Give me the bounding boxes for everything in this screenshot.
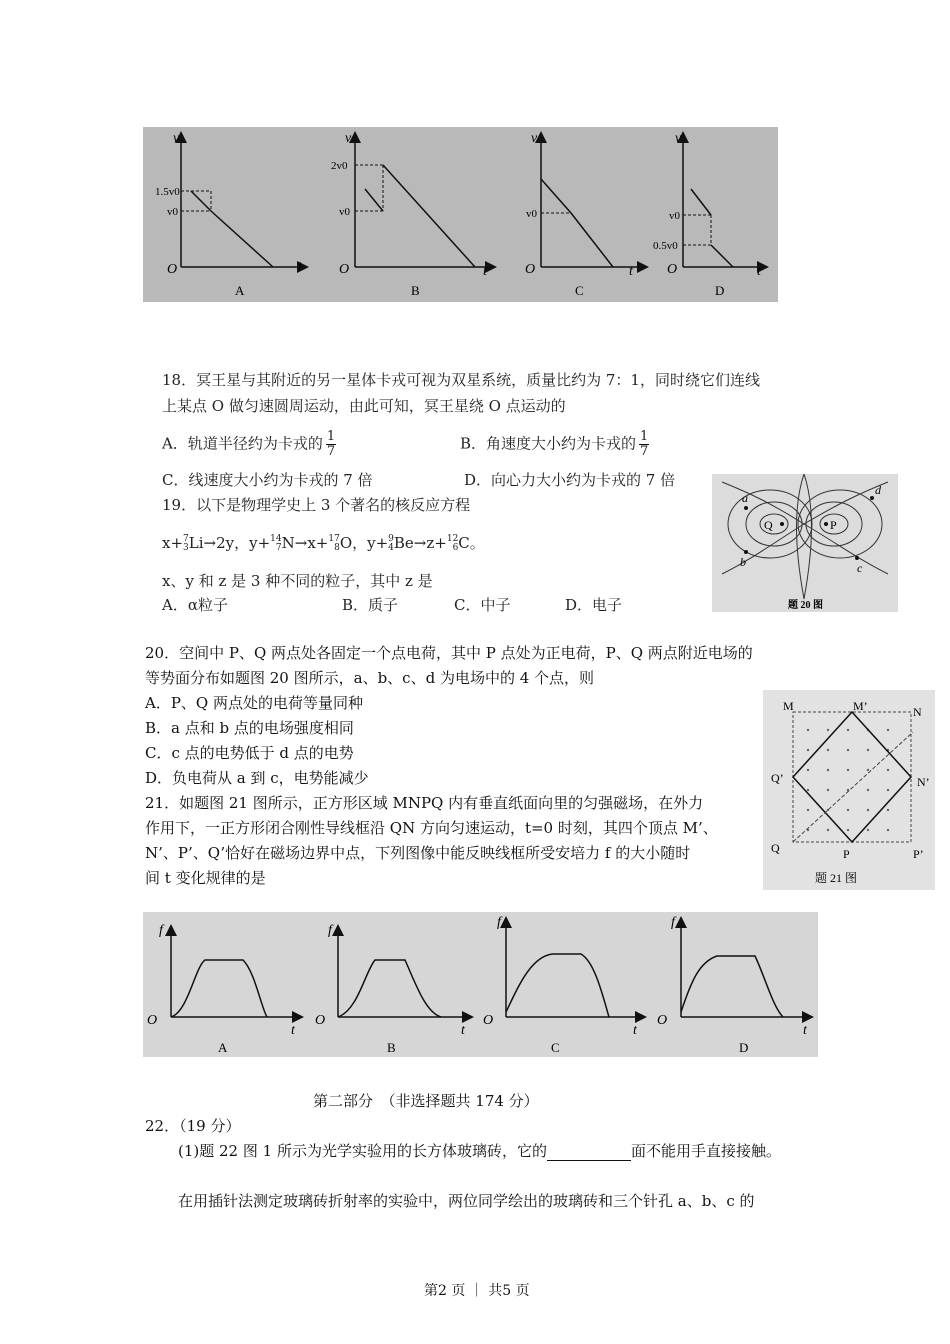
graph-bottom-b	[315, 923, 468, 1055]
svg-text:b: b	[740, 555, 746, 569]
q21-stem-2: 作用下，一正方形闭合刚性导线框沿 QN 方向匀速运动，t=0 时刻，其四个顶点 M’、	[145, 819, 718, 837]
svg-text:N: N	[913, 705, 922, 719]
figure-20-svg	[712, 474, 898, 612]
bottom-graphs-panel	[143, 912, 818, 1057]
svg-text:v0: v0	[669, 210, 680, 222]
q20-option-b: B．a 点和 b 点的电场强度相同	[145, 719, 354, 737]
svg-text:v0: v0	[167, 206, 178, 218]
svg-text:t: t	[803, 1023, 807, 1038]
svg-text:v0: v0	[526, 208, 537, 220]
q22-head: 22．（19 分）	[145, 1117, 241, 1135]
svg-text:v: v	[345, 131, 352, 146]
svg-text:t: t	[633, 1023, 637, 1038]
svg-text:Q’: Q’	[771, 771, 784, 785]
svg-text:f: f	[159, 923, 163, 938]
svg-text:D: D	[715, 283, 725, 298]
graph-c	[525, 131, 643, 298]
q20-stem-2: 等势面分布如题图 20 图所示，a、b、c、d 为电场中的 4 个点，则	[145, 669, 595, 687]
svg-text:B: B	[387, 1040, 396, 1055]
svg-text:a: a	[742, 491, 748, 505]
graph-d	[653, 131, 763, 298]
svg-text:O: O	[167, 262, 178, 277]
svg-text:f: f	[328, 923, 332, 938]
svg-text:O: O	[339, 262, 350, 277]
svg-text:M’: M’	[853, 699, 868, 713]
svg-text:P: P	[830, 518, 837, 532]
q22-part2: 在用插针法测定玻璃砖折射率的实验中，两位同学绘出的玻璃砖和三个针孔 a、b、c 的	[178, 1192, 755, 1210]
svg-text:M: M	[783, 699, 794, 713]
svg-text:Q: Q	[764, 518, 773, 532]
svg-text:O: O	[315, 1013, 326, 1028]
svg-text:A: A	[235, 283, 245, 298]
fraction-one-seventh: $\frac{1}{7}$	[326, 429, 336, 459]
svg-text:P’: P’	[913, 847, 924, 861]
svg-text:C: C	[551, 1040, 560, 1055]
svg-text:O: O	[657, 1013, 668, 1028]
part2-title: 第二部分 （非选择题共 174 分）	[313, 1092, 539, 1110]
q19-option-d: D．电子	[565, 596, 623, 614]
svg-text:v: v	[675, 131, 682, 146]
q18-option-d: D．向心力大小约为卡戎的 7 倍	[464, 471, 676, 489]
svg-text:C: C	[575, 283, 584, 298]
q18-stem-1: 18．冥王星与其附近的另一星体卡戎可视为双星系统，质量比约为 7：1，同时绕它们连线	[162, 371, 760, 389]
q19-option-a: A．α粒子	[162, 596, 228, 614]
graph-b	[331, 131, 491, 298]
q20-stem-1: 20．空间中 P、Q 两点处各固定一个点电荷，其中 P 点处为正电荷，P、Q 两点附近电场的	[145, 644, 753, 662]
top-graphs-svg	[143, 127, 778, 302]
svg-text:Q: Q	[771, 841, 780, 855]
q18-stem-2: 上某点 O 做匀速圆周运动，由此可知，冥王星绕 O 点运动的	[162, 397, 566, 415]
svg-text:O: O	[483, 1013, 494, 1028]
q19-option-c: C．中子	[454, 596, 511, 614]
svg-text:1.5v0: 1.5v0	[155, 186, 180, 198]
svg-text:t: t	[461, 1023, 465, 1038]
svg-text:v0: v0	[339, 206, 350, 218]
top-graphs-panel	[143, 127, 778, 302]
q21-stem-1: 21．如题图 21 图所示，正方形区域 MNPQ 内有垂直纸面向里的匀强磁场，在外力	[145, 794, 704, 812]
svg-text:题 21 图: 题 21 图	[815, 871, 858, 885]
q20-option-c: C．c 点的电势低于 d 点的电势	[145, 744, 354, 762]
svg-text:N’: N’	[917, 775, 930, 789]
q18-option-b: B．角速度大小约为卡戎的 $\frac{1}{7}$	[460, 429, 649, 459]
svg-text:O: O	[525, 262, 536, 277]
graph-bottom-d	[657, 915, 808, 1055]
fraction-one-seventh: $\frac{1}{7}$	[640, 429, 649, 459]
svg-text:题 20 图: 题 20 图	[788, 600, 823, 611]
bottom-graphs-svg	[143, 912, 818, 1057]
svg-text:t: t	[757, 264, 761, 279]
q20-option-a: A．P、Q 两点处的电荷等量同种	[145, 694, 363, 712]
svg-text:t: t	[483, 264, 487, 279]
graph-bottom-a	[147, 923, 298, 1055]
svg-text:A: A	[218, 1040, 228, 1055]
q19-option-b: B．质子	[342, 596, 399, 614]
figure-21-svg	[763, 690, 935, 890]
svg-text:c: c	[857, 561, 863, 575]
q21-stem-4: 间 t 变化规律的是	[145, 869, 266, 887]
q19-question: x、y 和 z 是 3 种不同的粒子，其中 z 是	[162, 572, 433, 590]
svg-text:B: B	[411, 283, 420, 298]
page-footer: 第2 页 ｜ 共5 页	[424, 1283, 530, 1299]
svg-text:f: f	[497, 915, 501, 930]
figure-20	[712, 474, 898, 612]
svg-text:0.5v0: 0.5v0	[653, 240, 678, 252]
svg-text:2v0: 2v0	[331, 160, 348, 172]
q18-option-c: C．线速度大小约为卡戎的 7 倍	[162, 471, 373, 489]
svg-text:d: d	[875, 483, 881, 497]
q20-option-d: D．负电荷从 a 到 c，电势能减少	[145, 769, 369, 787]
svg-text:v: v	[531, 131, 538, 146]
q19-stem: 19．以下是物理学史上 3 个著名的核反应方程	[162, 496, 471, 514]
figure-21	[763, 690, 935, 890]
q22-part1: (1)题 22 图 1 所示为光学实验用的长方体玻璃砖，它的 面不能用手直接接触。	[178, 1142, 781, 1160]
svg-text:D: D	[739, 1040, 749, 1055]
svg-text:O: O	[667, 262, 678, 277]
svg-text:f: f	[671, 915, 675, 930]
q18-option-a: A．轨道半径约为卡戎的 $\frac{1}{7}$	[162, 429, 336, 459]
svg-text:t: t	[291, 1023, 295, 1038]
svg-text:t: t	[629, 264, 633, 279]
svg-text:O: O	[147, 1013, 158, 1028]
q21-stem-3: N’、P’、Q’恰好在磁场边界中点，下列图像中能反映线框所受安培力 f 的大小随时	[145, 844, 691, 862]
answer-blank[interactable]	[547, 1146, 631, 1161]
graph-a	[155, 131, 303, 298]
graph-bottom-c	[483, 915, 641, 1055]
svg-text:P: P	[843, 847, 850, 861]
q19-equations: x+ 7 3 Li→2y，y+ 14 7 N→x+ 17 8 O，y+ 9 4 Be→z+ 12 6 C。	[162, 534, 485, 553]
svg-text:t: t	[298, 259, 302, 274]
svg-text:v: v	[173, 131, 180, 146]
